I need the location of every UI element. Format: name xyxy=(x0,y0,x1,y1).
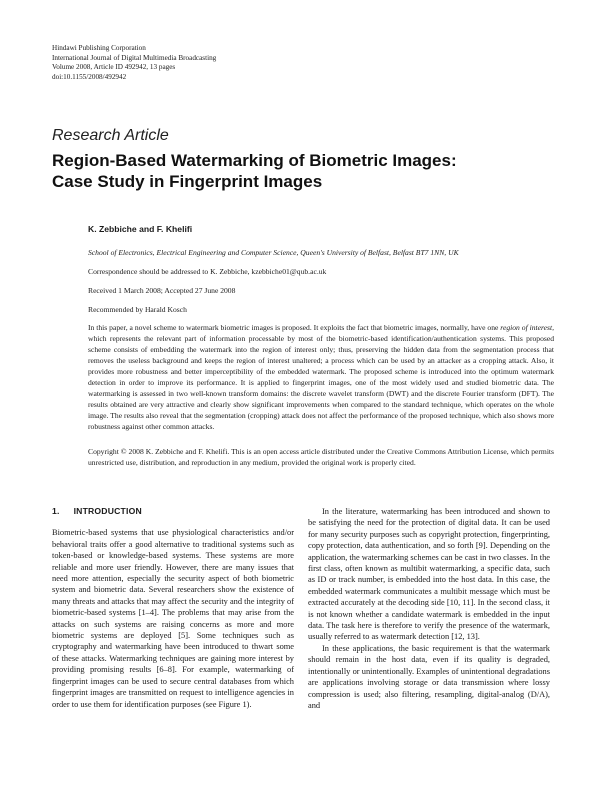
article-type: Research Article xyxy=(52,127,169,144)
title-line-1: Region-Based Watermarking of Biometric Images: xyxy=(52,151,457,170)
section-number: 1. xyxy=(52,506,60,516)
intro-paragraph-3: In these applications, the basic requirement is that the watermark should remain in the host data, even if its quality is degraded, intentionally or unintentionally. Examples of unintentional degradations are applications involving storage or data transmission where lossy compression is used; also filtering, resampling, digital-analog (D/A), and xyxy=(308,643,550,710)
correspondence: Correspondence should be addressed to K. Zebbiche, kzebbiche01@qub.ac.uk xyxy=(88,267,327,276)
paper-title xyxy=(52,150,532,192)
copyright-notice: Copyright © 2008 K. Zebbiche and F. Khelifi. This is an open access article distributed under the Creative Commons Attribution License, which permits unrestricted use, distribution, and reproduction in any medium, provided the original work is properly cited. xyxy=(88,447,554,467)
left-column xyxy=(52,506,294,710)
affiliation: School of Electronics, Electrical Engineering and Computer Science, Queen's University of Belfast, Belfast BT7 1NN, UK xyxy=(88,248,459,257)
publisher-line: Hindawi Publishing Corporation xyxy=(52,44,146,52)
title-line-2: Case Study in Fingerprint Images xyxy=(52,172,323,191)
intro-paragraph-1: Biometric-based systems that use physiological characteristics and/or behavioral traits offer a good alternative to traditional systems such as token-based or knowledge-based systems. These systems are more reliable and more user friendly. However, there are many issues that need more attention, especially the security aspect of both biometric system and biometric data. Several researchers show the existence of many threats and attacks that may affect the security and the integrity of biometric-based systems [1–4]. The problems that may arise from the attacks on such systems are raising concerns as more and more biometric systems are deployed [5]. Some techniques such as cryptography and watermarking have been introduced to thwart some of these attacks. Watermarking techniques are gaining more interest by providing promising results [6–8]. For example, watermarking of fingerprint images can be used to secure central databases from which fingerprint images are transmitted on request to intelligence agencies in order to use them for identification purposes (see Figure 1). xyxy=(52,528,294,709)
volume-line: Volume 2008, Article ID 492942, 13 pages xyxy=(52,63,176,72)
section-title: INTRODUCTION xyxy=(73,506,142,516)
journal-header xyxy=(52,44,216,82)
section-heading xyxy=(52,506,294,517)
right-column xyxy=(308,506,550,711)
abstract-emphasis: region of interest, xyxy=(500,323,554,332)
journal-line: International Journal of Digital Multimedia Broadcasting xyxy=(52,53,217,62)
intro-paragraph-2: In the literature, watermarking has been introduced and shown to be satisfying the need for the protection of digital data. It can be used for many security purposes such as copyright protection, fingerprinting, copy protection, data authentication, and so forth [9]. Depending on the application, the watermarking schemes can be cast in two classes. In the first class, often known as multibit watermarking, a specific data, such as ID or track number, is embedded into the host data. In this case, the embedded watermark communicates a multibit message which must be extracted accurately at the decoding side [10, 11]. In the second class, it is not known whether a candidate watermark is embedded in the input data. The task here is therefore to verify the presence of the watermark, usually referred to as watermark detection [12, 13]. xyxy=(308,507,550,642)
abstract-text-b: which represents the relevant part of information processable by most of the biometric-based identification/authentication systems. This proposed scheme consists of embedding the watermark into the region of interest only; thus, preserving the hidden data from the segmentation process that removes the useless background and keeps the region of interest unaltered; a process which can be used by an attacker as a cropping attack. Also, it provides more robustness and better imperceptibility of the embedded watermark. The proposed scheme is introduced into the optimum watermark detection in order to improve its performance. It is applied to fingerprint images, one of the most widely used and studied biometric data. The watermarking is assessed in two well-known transform domains: the discrete wavelet transform (DWT) and the discrete Fourier transform (DFT). The results obtained are very attractive and clearly show significant improvements when compared to the standard technique, which operates on the whole image. The results also reveal that the segmentation (cropping) attack does not affect the performance of the proposed technique, which also shows more robustness against other common attacks. xyxy=(88,334,554,431)
recommended-by: Recommended by Harald Kosch xyxy=(88,305,187,314)
abstract xyxy=(88,322,554,432)
doi-line: doi:10.1155/2008/492942 xyxy=(52,72,127,81)
received-accepted-dates: Received 1 March 2008; Accepted 27 June 2008 xyxy=(88,286,236,295)
abstract-text-a: In this paper, a novel scheme to watermark biometric images is proposed. It exploits the fact that biometric images, normally, have one xyxy=(88,323,501,332)
authors: K. Zebbiche and F. Khelifi xyxy=(88,224,193,234)
